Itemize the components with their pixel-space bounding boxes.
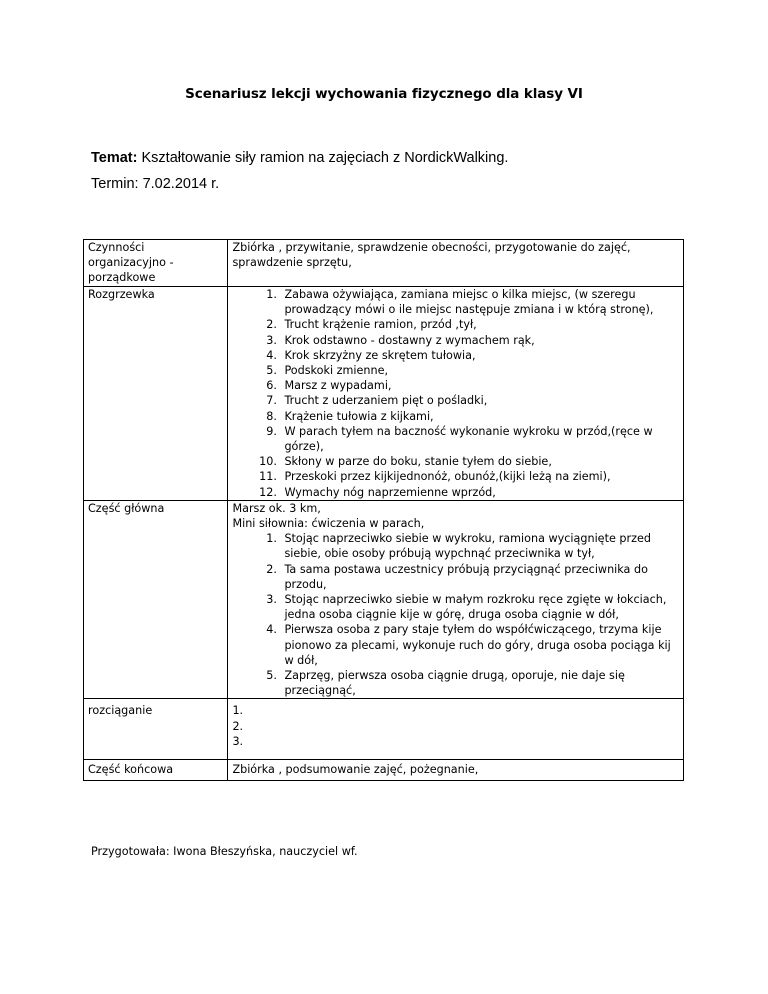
- main-content: [228, 500, 684, 699]
- row-final: [84, 760, 684, 780]
- warmup-item: 12. Wymachy nóg naprzemienne wprzód,: [280, 485, 679, 500]
- warmup-item: 11. Przeskoki przez kijkijednonóż, obunóż,(kijki leżą na ziemi),: [280, 469, 679, 484]
- final-label: Część końcowa: [84, 760, 228, 780]
- warmup-list: [232, 287, 679, 500]
- stretching-label: rozciąganie: [84, 699, 228, 760]
- warmup-item: 1. Zabawa ożywiająca, zamiana miejsc o kilka miejsc, (w szeregu prowadzący mówi o ile miejsc następuje zmiana i w którą stronę),: [280, 287, 679, 317]
- row-main: [84, 500, 684, 699]
- main-item: 3. Stojąc naprzeciwko siebie w małym rozkroku ręce zgięte w łokciach, jedna osoba ciągnie kije w górę, druga osoba ciągnie w dół,: [280, 592, 679, 622]
- stretching-item: 1.: [232, 704, 244, 718]
- row-stretching: [84, 699, 684, 760]
- warmup-item: 5. Podskoki zmienne,: [280, 363, 679, 378]
- warmup-item: 9. W parach tyłem na baczność wykonanie wykroku w przód,(ręce w górze),: [280, 424, 679, 454]
- main-item: 1. Stojąc naprzeciwko siebie w wykroku, ramiona wyciągnięte przed siebie, obie osoby próbują wypchnąć przeciwnika w tył,: [280, 531, 679, 561]
- topic-text: Kształtowanie siły ramion na zajęciach z NordickWalking.: [137, 150, 509, 166]
- stretching-item: 3.: [232, 734, 244, 748]
- warmup-content: [228, 287, 684, 501]
- stretching-content: [228, 699, 684, 760]
- main-line-2: Mini siłownia: ćwiczenia w parach,: [232, 517, 425, 531]
- page-title: Scenariusz lekcji wychowania fizycznego dla klasy VI: [185, 86, 583, 102]
- warmup-item: 10. Skłony w parze do boku, stanie tyłem do siebie,: [280, 454, 679, 469]
- stretching-item: 2.: [232, 719, 244, 733]
- row-organizational: [84, 240, 684, 287]
- main-item: 5. Zaprzęg, pierwsza osoba ciągnie drugą, oporuje, nie daje się przeciągnąć,: [280, 668, 679, 698]
- main-line-1: Marsz ok. 3 km,: [232, 501, 321, 515]
- topic-label: Temat:: [91, 150, 138, 166]
- main-list: [232, 531, 679, 698]
- warmup-item: 3. Krok odstawno - dostawny z wymachem rąk,: [280, 333, 679, 348]
- main-item: 2. Ta sama postawa uczestnicy próbują przyciągnąć przeciwnika do przodu,: [280, 562, 679, 592]
- warmup-item: 7. Trucht z uderzaniem pięt o pośladki,: [280, 393, 679, 408]
- main-label: Część główna: [84, 500, 228, 699]
- warmup-item: 2. Trucht krążenie ramion, przód ,tył,: [280, 317, 679, 332]
- warmup-item: 8. Krążenie tułowia z kijkami,: [280, 409, 679, 424]
- warmup-item: 4. Krok skrzyżny ze skrętem tułowia,: [280, 348, 679, 363]
- row-warmup: [84, 287, 684, 501]
- warmup-item: 6. Marsz z wypadami,: [280, 378, 679, 393]
- organizational-label: Czynności organizacyjno - porządkowe: [84, 240, 228, 287]
- organizational-content: Zbiórka , przywitanie, sprawdzenie obecności, przygotowanie do zajęć, sprawdzenie sprzętu,: [228, 240, 684, 287]
- author-note: Przygotowała: Iwona Błeszyńska, nauczyciel wf.: [91, 845, 358, 858]
- topic-line: [91, 150, 508, 166]
- final-content: Zbiórka , podsumowanie zajęć, pożegnanie,: [228, 760, 684, 780]
- lesson-plan-table: [83, 239, 684, 781]
- date-line: Termin: 7.02.2014 r.: [91, 176, 220, 192]
- main-item: 4. Pierwsza osoba z pary staje tyłem do współćwiczącego, trzyma kije pionowo za plecami, wykonuje ruch do góry, druga osoba pociąga kij w dół,: [280, 622, 679, 668]
- warmup-label: Rozgrzewka: [84, 287, 228, 501]
